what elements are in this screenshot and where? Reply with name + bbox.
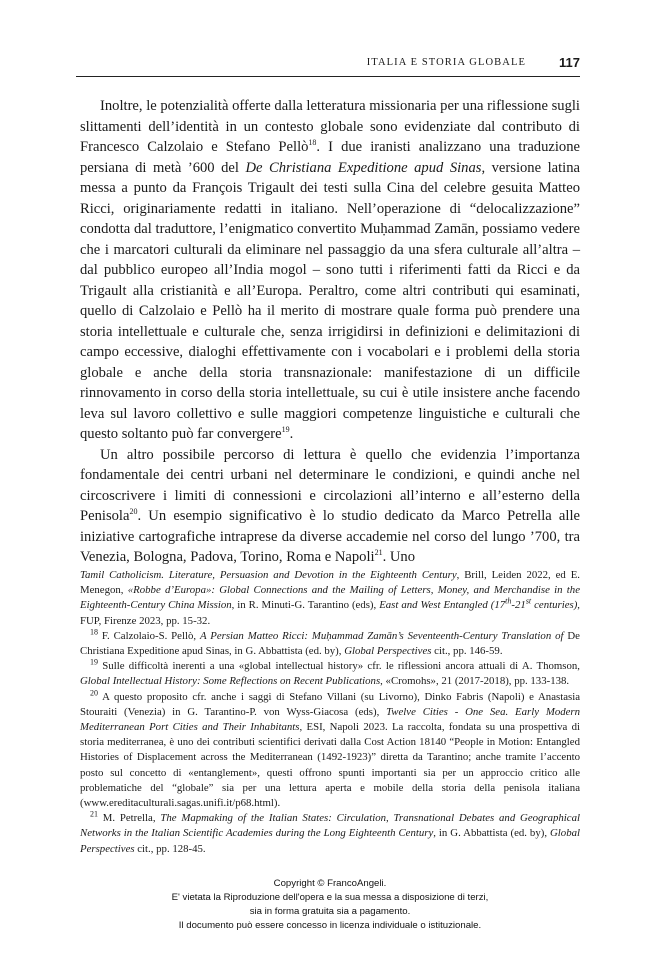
body-paragraph: Inoltre, le potenzialità offerte dalla letteratura missionaria per una riflessione sugli slittamenti dell’identità in un contesto globale sono evidenziate dal contributo di Francesco Calzolaio e Stefano Pellò$^{18}$. I due iranisti analizzano una traduzione persiana di metà ’600 del De Christiana Expeditione apud Sinas, versione latina messa a punto da François Trigault dei testi sulla Cina del celebre gesuita Matteo Ricci, originariamente redatti in italiano. Nell’operazione di “delocalizzazione” condotta dal traduttore, l’enigmatico convertito Muḥammad Zamān, possiamo vedere che i marcatori culturali da eliminare nel passaggio da una sfera culturale all’altra – dal pubblico europeo all’India mogol – sono tutti i riferimenti fatti da Ricci e da Trigault alla cristianità e all’Europa. Peraltro, come altri contributi qui esaminati, quello di Calzolaio e Pellò ha il merito di mostrare quale forma può prendere una storia intellettuale e culturale che, senza irrigidirsi in definizioni e delimitazioni di campo eccessive, dialoghi effettivamente con i vocabolari e i problemi della storia globale e anche della storia transnazionale: manifestazione di un difficile rinnovamento in corso della storia intellettuale, su cui è utile insistere anche facendo leva sul lavoro collettivo e sulle maggiori competenze linguistiche e culturali che questo soltanto può far convergere$^{19}$.	[80, 98, 580, 442]
page-number: 117	[559, 55, 580, 70]
footnote-continuation: Tamil Catholicism. Literature, Persuasion and Devotion in the Eighteenth Century, Brill, Leiden 2022, ed E. Menegon, «Robbe d’Europa»: Global Connections and the Mailing of Letters, Money, and Merchandise in the Eighteenth-Century China Mission, in R. Minuti-G. Tarantino (eds), East and West Entangled (17th-21st centuries), FUP, Firenze 2023, pp. 15-32.	[80, 569, 580, 627]
footnote-19: $^{19}$ Sulle difficoltà inerenti a una «global intellectual history» cfr. le riflessioni ancora attuali di A. Thomson, Global Intellectual History: Some Reflections on Recent Publications, «Cromohs», 21 (2017-2018), pp. 133-138.	[80, 657, 580, 688]
footnotes	[80, 568, 580, 857]
copyright-line: Il documento può essere concesso in licenza individuale o istituzionale.	[178, 920, 482, 931]
running-header	[76, 56, 580, 77]
footnote-20: $^{20}$ A questo proposito cfr. anche i saggi di Stefano Villani (su Livorno), Dinko Fabris (Napoli) e Anastasia Stouraiti (Venezia) in G. Tarantino-P. von Wyss-Giacosa (eds), Twelve Cities - One Sea. Early Modern Mediterranean Port Cities and Their Inhabitants, ESI, Napoli 2023. La raccolta, fondata su una prospettiva di storia mediterranea, è uno dei contributi scientifici derivati dalla Cost Action 18140 “People in Motion: Entangled Histories of Displacement across the Mediterranean (1492-1923)” diretta da Tarantino; anche tramite l’accento posto sul concetto di «entanglement», questi offrono spunti importanti sia per un approccio critico alle problematiche del “globale” sia per una lettura aperta e mobile della storia della penisola italiana (www.ereditaculturali.sagas.unifi.it/p68.html).	[80, 688, 581, 810]
copyright-line: sia in forma gratuita sia a pagamento.	[249, 906, 411, 917]
running-title: ITALIA E STORIA GLOBALE	[366, 57, 526, 68]
copyright-line: Copyright © FrancoAngeli.	[273, 878, 387, 889]
main-body-text	[80, 96, 580, 568]
copyright-notice	[80, 877, 580, 933]
copyright-line: E' vietata la Riproduzione dell'opera e la sua messa a disposizione di terzi,	[171, 892, 489, 903]
footnote-21: $^{21}$ M. Petrella, The Mapmaking of the Italian States: Circulation, Transnational Debates and Geographical Networks in the Italian Scientific Academies during the Long Eighteenth Century, in G. Abbattista (ed. by), Global Perspectives cit., pp. 128-45.	[80, 809, 580, 855]
footnote-18: $^{18}$ F. Calzolaio-S. Pellò, A Persian Matteo Ricci: Muḥammad Zamān’s Seventeenth-Century Translation of De Christiana Expeditione apud Sinas, in G. Abbattista (ed. by), Global Perspectives cit., pp. 146-59.	[80, 627, 580, 658]
body-paragraph: Un altro possibile percorso di lettura è quello che evidenzia l’importanza fondamentale dei centri urbani nel determinare le condizioni, e quindi anche nel circoscrivere i limiti di connessioni e circolazioni all’interno e all’esterno della Penisola$^{20}$. Un esempio significativo è lo studio dedicato da Marco Petrella alle iniziative cartografiche intraprese da diverse accademie nel corso del lungo ’700, tra Venezia, Bologna, Padova, Torino, Roma e Napoli$^{21}$. Uno	[80, 446, 580, 565]
